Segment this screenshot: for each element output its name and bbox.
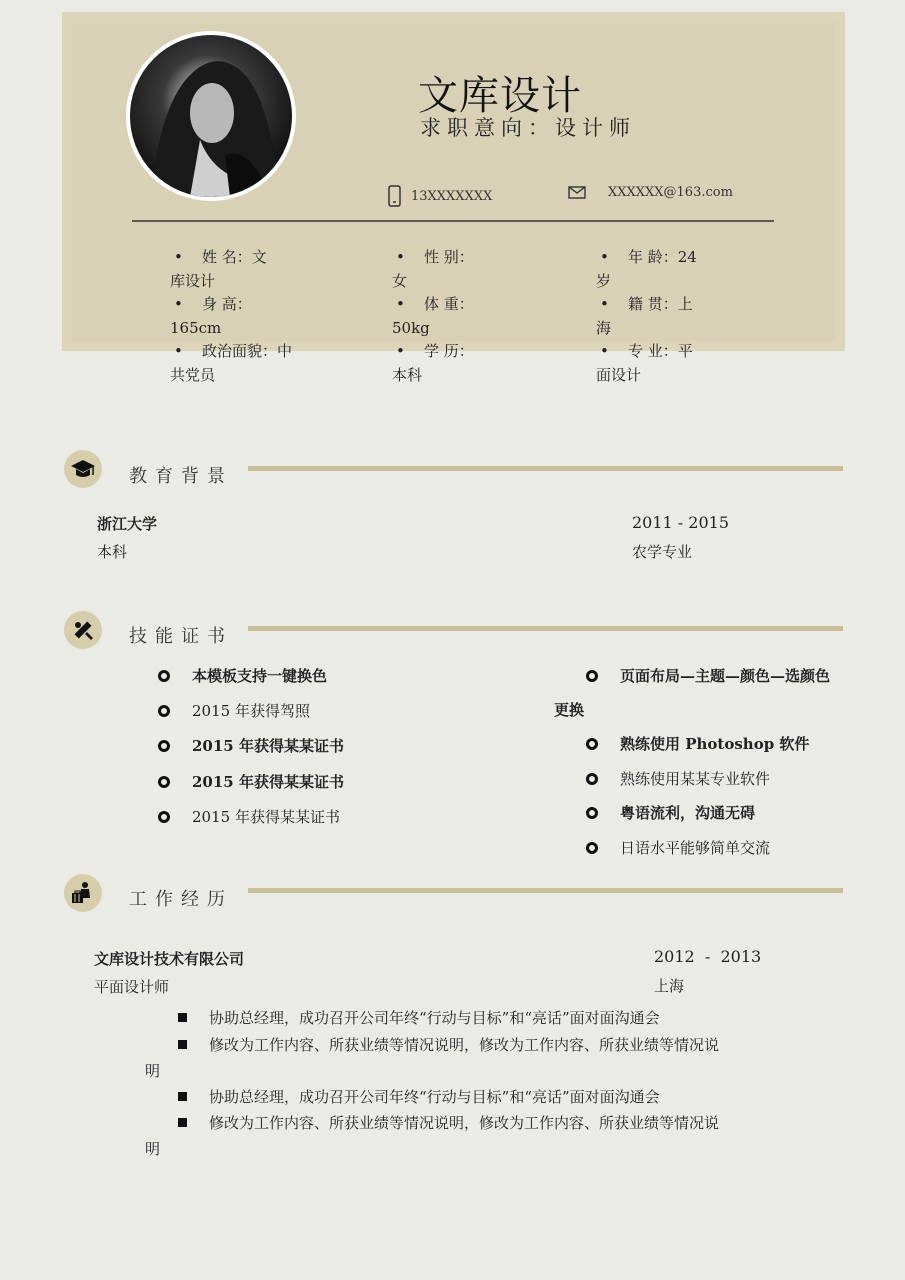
certificate-icon: [64, 611, 102, 649]
info-item-education: [392, 339, 582, 387]
worker-briefcase-icon: [64, 874, 102, 912]
bullet-ring: [586, 842, 598, 854]
skill-text: 2015 年获得某某证书: [192, 773, 344, 791]
duty-item: [178, 1112, 719, 1133]
skill-text: 日语水平能够简单交流: [620, 839, 771, 857]
info-label: • 身 高：: [170, 292, 360, 316]
skills-divider: [248, 626, 843, 631]
info-label: • 体 重：: [392, 292, 582, 316]
info-item-political: [170, 339, 360, 387]
skill-text: 2015 年获得某某证书: [192, 808, 340, 826]
education-title: 教育背景: [129, 466, 233, 487]
work-title: 工作经历: [129, 889, 233, 910]
info-value: 面设计: [596, 366, 642, 384]
duty-text: 协助总经理，成功召开公司年终“行动与目标”和“亮话”面对面沟通会: [209, 1009, 660, 1027]
skill-item: [158, 735, 344, 756]
skill-text: 2015 年获得某某证书: [192, 737, 344, 755]
info-value: 共党员: [170, 366, 216, 384]
work-divider: [248, 888, 843, 893]
info-label: • 性 别：: [392, 245, 582, 269]
skill-text: 熟练使用某某专业软件: [620, 770, 771, 788]
info-label: • 政治面貌：中: [170, 339, 360, 363]
duty-text: 修改为工作内容、所获业绩等情况说明，修改为工作内容、所获业绩等情况说: [209, 1114, 720, 1132]
skill-item: [158, 806, 340, 827]
info-value: 海: [596, 319, 612, 337]
skill-item: [586, 733, 809, 754]
info-label: • 姓 名：文: [170, 245, 360, 269]
info-label: • 学 历：: [392, 339, 582, 363]
bullet-ring: [158, 776, 170, 788]
bullet-ring: [158, 670, 170, 682]
info-value: 岁: [596, 272, 612, 290]
skill-item: [158, 700, 310, 721]
skill-text: 2015 年获得驾照: [192, 702, 310, 720]
degree: 本科: [97, 543, 128, 561]
info-value: 165cm: [170, 319, 222, 337]
bullet-square: [178, 1013, 187, 1022]
job-intent: 求职意向：设计师: [420, 116, 636, 140]
bullet-ring: [158, 811, 170, 823]
duty-item: [178, 1034, 719, 1055]
duty-item: [178, 1007, 660, 1028]
duty-text-wrap: 明: [145, 1140, 161, 1158]
info-item-name: [170, 245, 360, 293]
info-item-gender: [392, 245, 582, 293]
email-contact: [568, 185, 733, 200]
skills-title: 技能证书: [129, 626, 233, 647]
education-years: 2011 - 2015: [632, 513, 730, 532]
bullet-square: [178, 1092, 187, 1101]
duty-text-wrap: 明: [145, 1062, 161, 1080]
avatar: [126, 31, 296, 201]
skill-item: [586, 802, 755, 823]
bullet-ring: [586, 670, 598, 682]
bullet-ring: [158, 740, 170, 752]
skill-text: 页面布局—主题—颜色—选颜色: [620, 667, 831, 685]
info-item-height: [170, 292, 360, 340]
duty-text: 修改为工作内容、所获业绩等情况说明，修改为工作内容、所获业绩等情况说: [209, 1036, 720, 1054]
skill-item: [586, 837, 770, 858]
skill-item: [158, 771, 344, 792]
info-item-age: [596, 245, 786, 293]
info-label: • 籍 贯：上: [596, 292, 786, 316]
bullet-square: [178, 1118, 187, 1127]
phone-number: 13XXXXXXX: [411, 188, 493, 204]
skill-item: [586, 665, 830, 686]
info-label: • 年 龄：24: [596, 245, 786, 269]
phone-contact: [388, 185, 492, 207]
phone-icon: [388, 185, 401, 207]
school-name: 浙江大学: [97, 515, 158, 533]
bullet-ring: [586, 738, 598, 750]
skill-item: [586, 768, 770, 789]
duty-text: 协助总经理，成功召开公司年终“行动与目标”和“亮话”面对面沟通会: [209, 1088, 660, 1106]
info-value: 库设计: [170, 272, 216, 290]
job-position: 平面设计师: [94, 978, 170, 996]
bullet-ring: [158, 705, 170, 717]
skill-item: [158, 665, 327, 686]
info-label: • 专 业：平: [596, 339, 786, 363]
info-item-hometown: [596, 292, 786, 340]
education-major: 农学专业: [632, 543, 693, 561]
skill-text-wrap: 更换: [554, 701, 585, 719]
email-address: XXXXXX@163.com: [608, 185, 733, 200]
education-divider: [248, 466, 843, 471]
mail-icon: [568, 186, 586, 199]
info-value: 50kg: [392, 319, 430, 337]
duty-item: [178, 1086, 660, 1107]
bullet-ring: [586, 807, 598, 819]
skill-text: 熟练使用 Photoshop 软件: [620, 735, 810, 753]
info-item-weight: [392, 292, 582, 340]
graduation-cap-icon: [64, 450, 102, 488]
info-value: 本科: [392, 366, 423, 384]
company-name: 文库设计技术有限公司: [94, 950, 245, 968]
bullet-ring: [586, 773, 598, 785]
skill-text: 粤语流利，沟通无碍: [620, 804, 756, 822]
bullet-square: [178, 1040, 187, 1049]
skill-text: 本模板支持一键换色: [192, 667, 328, 685]
info-item-major: [596, 339, 786, 387]
work-years: 2012 - 2013: [654, 947, 762, 966]
candidate-name: 文库设计: [418, 73, 582, 119]
header-divider: [132, 220, 774, 222]
info-value: 女: [392, 272, 408, 290]
work-location: 上海: [654, 977, 685, 995]
